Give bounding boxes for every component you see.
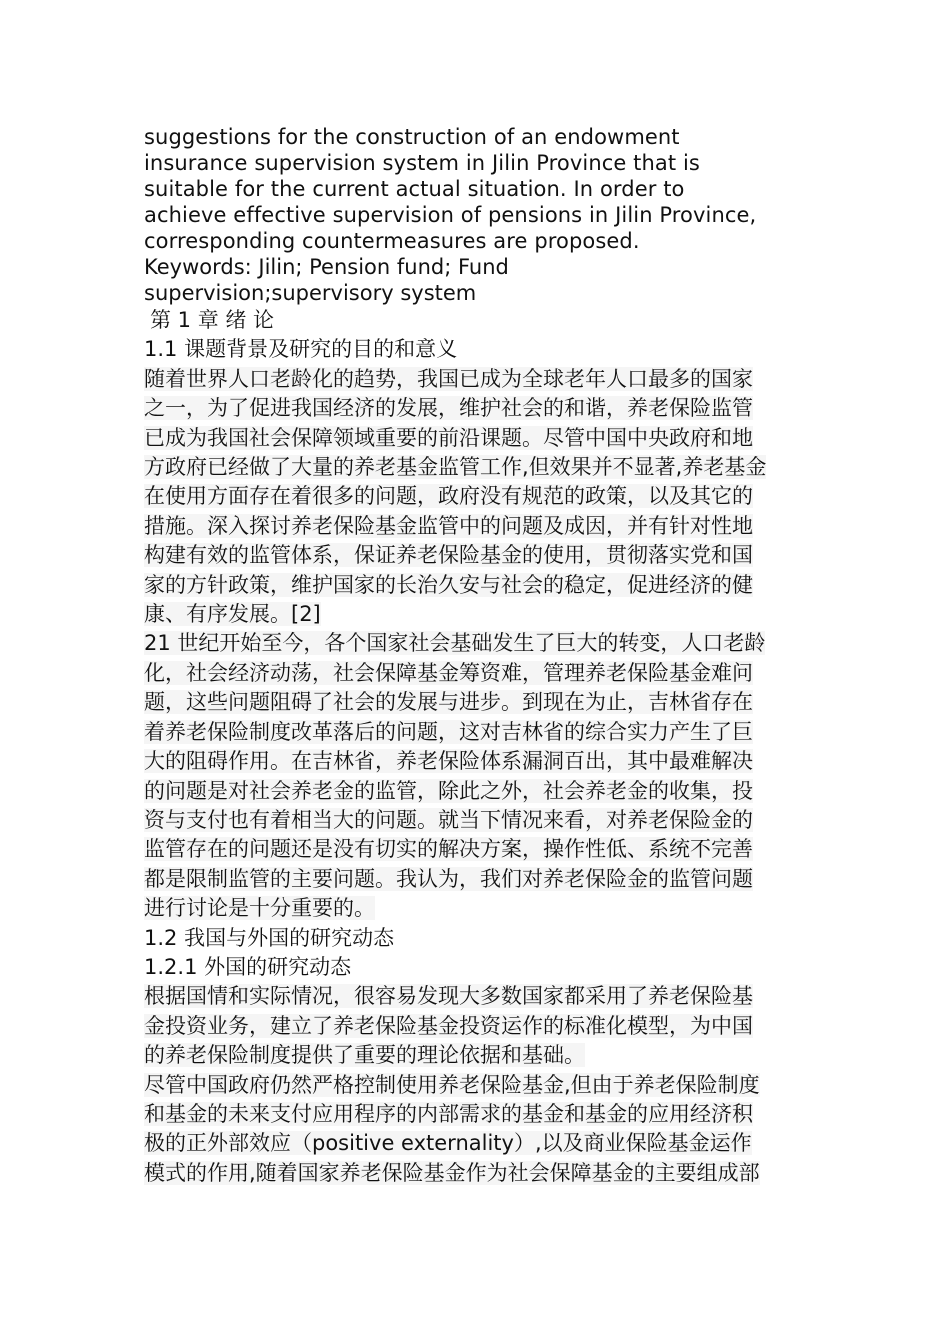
paragraph-line: 措施。深入探讨养老保险基金监管中的问题及成因，并有针对性地 (144, 513, 753, 538)
paragraph-line: 21 世纪开始至今，各个国家社会基础发生了巨大的转变，人口老龄 (144, 631, 766, 656)
document-page (144, 124, 809, 1188)
abstract-line: achieve effective supervision of pensions in Jilin Province, (144, 203, 757, 227)
keywords-line: supervision;supervisory system (144, 281, 477, 305)
keywords-line: Keywords: Jilin; Pension fund; Fund (144, 255, 509, 279)
paragraph-line: 模式的作用,随着国家养老保险基金作为社会保障基金的主要组成部 (144, 1160, 760, 1185)
paragraph-line: 着养老保险制度改革落后的问题，这对吉林省的综合实力产生了巨 (144, 719, 753, 744)
paragraph-1-2-1-b (144, 1071, 809, 1189)
paragraph-line: 金投资业务，建立了养老保险基金投资运作的标准化模型，为中国 (144, 1013, 753, 1038)
paragraph-line: 在使用方面存在着很多的问题，政府没有规范的政策，以及其它的 (144, 484, 753, 509)
paragraph-1-1-a (144, 365, 809, 630)
abstract-line: suggestions for the construction of an endowment (144, 125, 680, 149)
paragraph-line: 和基金的未来支付应用程序的内部需求的基金和基金的应用经济积 (144, 1101, 753, 1126)
paragraph-1-1-b (144, 629, 809, 923)
paragraph-line: 康、有序发展。[2] (144, 602, 321, 627)
paragraph-line: 极的正外部效应（positive externality）,以及商业保险基金运作 (144, 1131, 752, 1156)
section-title-1-1: 1.1 课题背景及研究的目的和意义 (144, 337, 458, 362)
paragraph-1-2-1-a (144, 982, 809, 1070)
paragraph-line: 随着世界人口老龄化的趋势，我国已成为全球老年人口最多的国家 (144, 366, 753, 391)
paragraph-line: 监管存在的问题还是没有切实的解决方案，操作性低、系统不完善 (144, 837, 753, 862)
abstract-english (144, 124, 809, 306)
paragraph-line: 大的阻碍作用。在吉林省，养老保险体系漏洞百出，其中最难解决 (144, 749, 753, 774)
abstract-line: insurance supervision system in Jilin Province that is (144, 151, 700, 175)
paragraph-line: 化，社会经济动荡，社会保障基金筹资难，管理养老保险基金难问 (144, 660, 753, 685)
paragraph-line: 进行讨论是十分重要的。 (144, 896, 375, 921)
abstract-line: suitable for the current actual situation. In order to (144, 177, 685, 201)
paragraph-line: 之一，为了促进我国经济的发展，维护社会的和谐，养老保险监管 (144, 396, 753, 421)
paragraph-line: 尽管中国政府仍然严格控制使用养老保险基金,但由于养老保险制度 (144, 1072, 760, 1097)
paragraph-line: 已成为我国社会保障领域重要的前沿课题。尽管中国中央政府和地 (144, 425, 753, 450)
abstract-line: corresponding countermeasures are proposed. (144, 229, 640, 253)
paragraph-line: 资与支付也有着相当大的问题。就当下情况来看，对养老保险金的 (144, 807, 753, 832)
chapter-title: 第 1 章 绪 论 (150, 308, 275, 332)
paragraph-line: 方政府已经做了大量的养老基金监管工作,但效果并不显著,养老基金 (144, 455, 767, 480)
section-title-1-2: 1.2 我国与外国的研究动态 (144, 925, 395, 950)
paragraph-line: 的养老保险制度提供了重要的理论依据和基础。 (144, 1043, 585, 1068)
paragraph-line: 都是限制监管的主要问题。我认为，我们对养老保险金的监管问题 (144, 866, 753, 891)
subsection-title-1-2-1: 1.2.1 外国的研究动态 (144, 954, 352, 979)
paragraph-line: 家的方针政策，维护国家的长治久安与社会的稳定，促进经济的健 (144, 572, 753, 597)
paragraph-line: 根据国情和实际情况，很容易发现大多数国家都采用了养老保险基 (144, 984, 753, 1009)
paragraph-line: 题，这些问题阻碍了社会的发展与进步。到现在为止，吉林省存在 (144, 690, 753, 715)
paragraph-line: 的问题是对社会养老金的监管，除此之外，社会养老金的收集，投 (144, 778, 753, 803)
paragraph-line: 构建有效的监管体系，保证养老保险基金的使用，贯彻落实党和国 (144, 543, 753, 568)
